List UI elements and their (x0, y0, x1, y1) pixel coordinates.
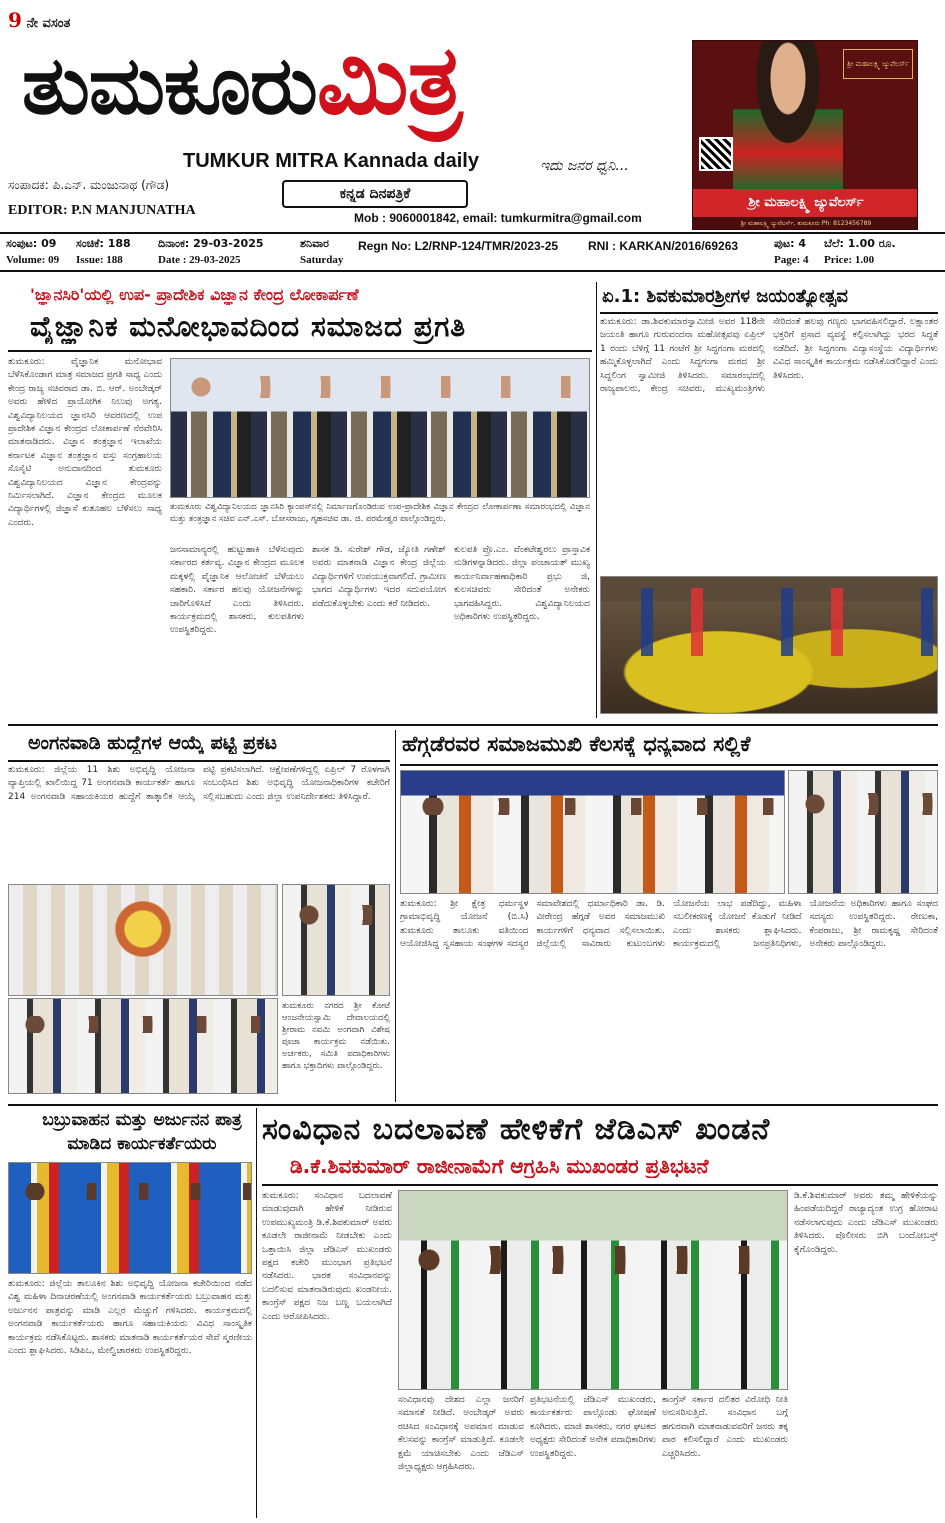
ad-brand-logo: ಶ್ರೀ ಮಹಾಲಕ್ಷ್ಮಿ ಜ್ಯುವೆಲರ್ಸ್ (843, 49, 913, 79)
kannada-daily-badge: ಕನ್ನಡ ದಿನಪತ್ರಿಕೆ (282, 180, 468, 208)
story3-photo-temple (8, 884, 278, 996)
section-divider-1 (8, 724, 938, 726)
volume-en: Volume: 09 (6, 254, 60, 266)
story4-photo-side (788, 770, 938, 894)
volume-kn: ಸಂಪುಟ: 09 (6, 237, 57, 250)
edition-text: ನೇ ವಸಂತ (26, 16, 71, 31)
story2-rule (600, 312, 938, 314)
ad-qr-code (699, 137, 733, 171)
story6-rule (262, 1184, 938, 1186)
story6-headline: ಸಂವಿಧಾನ ಬದಲಾವಣೆ ಹೇಳಿಕೆಗೆ ಜೆಡಿಎಸ್ ಖಂಡನೆ (262, 1112, 771, 1147)
tagline: ಇದು ಜನರ ಧ್ವನಿ... (540, 158, 629, 174)
story1-headline: ವೈಜ್ಞಾನಿಕ ಮನೋಭಾವದಿಂದ ಸಮಾಜದ ಪ್ರಗತಿ (30, 310, 467, 343)
issue-info-bar (0, 232, 945, 272)
editor-english: EDITOR: P.N MANJUNATHA (8, 203, 196, 218)
section-divider-2 (8, 1104, 938, 1106)
logo-red: ಮಿತ್ರ (316, 24, 462, 136)
story6-column-1: ತುಮಕೂರು: ಸಂವಿಧಾನ ಬದಲಾವಣೆ ಮಾಡುವುದಾಗಿ ಹೇಳಿಕೆ ನೀಡಿರುವ ಉಪಮುಖ್ಯಮಂತ್ರಿ ಡಿ.ಕೆ.ಶಿವಕುಮಾರ್ ಅವರು ಕೂಡಲೇ ರಾಜೀನಾಮೆ ನೀಡಬೇಕು ಎಂದು ಒತ್ತಾಯಿಸಿ ಜಿಲ್ಲಾ ಜೆಡಿಎಸ್ ಮುಖಂಡರು ಪಕ್ಷದ ಕಚೇರಿ ಮುಂಭಾಗ ಪ್ರತಿಭಟನೆ ನಡೆಸಿದರು. ಭಾರತ ಸಂವಿಧಾನವನ್ನು ಬದಲಿಸುವ ಮಾತನಾಡಿರುವುದು ಖಂಡನೀಯ. ಕಾಂಗ್ರೆಸ್ ಪಕ್ಷದ ನಿಜ ಬಣ್ಣ ಬಯಲಾಗಿದೆ ಎಂದು ಆರೋಪಿಸಿದರು. (262, 1191, 392, 1322)
registration-number: Regn No: L2/RNP-124/TMR/2023-25 (358, 239, 559, 253)
ad-model-image (733, 41, 843, 191)
day-kn: ಶನಿವಾರ (300, 237, 329, 250)
story1-photo (170, 358, 590, 498)
story3-caption: ತುಮಕೂರು ನಗರದ ಶ್ರೀ ಕೋಟೆ ಆಂಜನೇಯಸ್ವಾಮಿ ದೇವಾಲಯದಲ್ಲಿ ಶ್ರೀರಾಮ ನವಮಿ ಅಂಗವಾಗಿ ವಿಶೇಷ ಪೂಜಾ ಕಾರ್ಯಕ್ರಮ ನಡೆಯಿತು. ಅರ್ಚಕರು, ಸಮಿತಿ ಪದಾಧಿಕಾರಿಗಳು ಹಾಗೂ ಭಕ್ತಾದಿಗಳು ಪಾಲ್ಗೊಂಡಿದ್ದರು. (282, 1001, 390, 1071)
price-kn: ಬೆಲೆ: 1.00 ರೂ. (824, 237, 896, 250)
rni-number: RNI : KARKAN/2016/69263 (588, 239, 739, 253)
issue-en: Issue: 188 (76, 254, 123, 266)
editor-kannada: ಸಂಪಾದಕ: ಪಿ.ಎನ್. ಮಂಜುನಾಥ (ಗೌಡ) (8, 178, 170, 192)
story1-caption: ತುಮಕೂರು ವಿಶ್ವವಿದ್ಯಾನಿಲಯದ ಜ್ಞಾನಸಿರಿ ಕ್ಯಾಂಪಸ್‌ನಲ್ಲಿ ನಿರ್ಮಾಣಗೊಂಡಿರುವ ಉಪ-ಪ್ರಾದೇಶಿಕ ವಿಜ್ಞಾನ ಕೇಂದ್ರದ ಲೋಕಾರ್ಪಣಾ ಸಮಾರಂಭದಲ್ಲಿ ವಿಜ್ಞಾನ ಮತ್ತು ತಂತ್ರಜ್ಞಾನ ಸಚಿವ ಎನ್.ಎಸ್. ಬೋಸರಾಜು, ಗೃಹಸಚಿವ ಡಾ. ಜಿ. ಪರಮೇಶ್ವರ ಪಾಲ್ಗೊಂಡಿದ್ದರು. (170, 502, 590, 524)
contact-line[interactable]: Mob : 9060001842, email: tumkurmitra@gmail.com (354, 211, 642, 225)
story1-column-2: ಜನಸಾಮಾನ್ಯರಲ್ಲಿ ಹುಟ್ಟುಹಾಕಿ ಬೆಳೆಸುವುದು ಸರ್ಕಾರದ ಕರ್ತವ್ಯ. ವಿಜ್ಞಾನ ಕೇಂದ್ರದ ಮೂಲಕ ಮಕ್ಕಳಲ್ಲಿ ವೈಜ್ಞಾನಿಕ ಆಲೋಚನೆ ಬೆಳೆಯಲು ಸಹಕಾರಿ. ಸರ್ಕಾರ ಹಲವು ಯೋಜನೆಗಳನ್ನು ಜಾರಿಗೊಳಿಸಿದೆ ಎಂದು ತಿಳಿಸಿದರು. ಕಾರ್ಯಕ್ರಮದಲ್ಲಿ ಶಾಸಕರು, ಕುಲಪತಿಗಳು ಉಪಸ್ಥಿತರಿದ್ದರು. (170, 545, 304, 636)
page-kn: ಪುಟ: 4 (774, 237, 807, 250)
story6-subhead: ಡಿ.ಕೆ.ಶಿವಕುಮಾರ್ ರಾಜೀನಾಮೆಗೆ ಆಗ್ರಹಿಸಿ ಮುಖಂಡರ ಪ್ರತಿಭಟನೆ (290, 1154, 709, 1178)
page-en: Page: 4 (774, 254, 809, 266)
story2-photo (600, 576, 938, 714)
story1-rule (8, 350, 592, 352)
edition-label (8, 8, 70, 32)
story6-column-5: ಡಿ.ಕೆ.ಶಿವಕುಮಾರ್ ಅವರು ತಮ್ಮ ಹೇಳಿಕೆಯನ್ನು ಹಿಂಪಡೆಯದಿದ್ದರೆ ರಾಜ್ಯಾದ್ಯಂತ ಉಗ್ರ ಹೋರಾಟ ನಡೆಸಲಾಗುವುದು ಎಂದು ಜೆಡಿಎಸ್ ಮುಖಂಡರು ತಿಳಿಸಿದರು. ಪೊಲೀಸರು ಬಿಗಿ ಬಂದೋಬಸ್ತ್ ಕೈಗೊಂಡಿದ್ದರು. (794, 1191, 938, 1255)
story3-rule (8, 760, 390, 762)
date-en: Date : 29-03-2025 (158, 254, 241, 266)
date-kn: ದಿನಾಂಕ: 29-03-2025 (158, 237, 264, 250)
story5-text: ತುಮಕೂರು: ಜಿಲ್ಲೆಯ ತಾಲೂಕಿನ ಶಿಶು ಅಭಿವೃದ್ಧಿ ಯೋಜನಾ ಕಚೇರಿಯಿಂದ ನಡೆದ ವಿಶ್ವ ಮಹಿಳಾ ದಿನಾಚರಣೆಯಲ್ಲಿ ಅಂಗನವಾಡಿ ಕಾರ್ಯಕರ್ತೆಯರು ಬಬ್ರುವಾಹನ ಮತ್ತು ಅರ್ಜುನನ ಪಾತ್ರವನ್ನು ಮಾಡಿ ಎಲ್ಲರ ಮೆಚ್ಚುಗೆ ಗಳಿಸಿದರು. ಕಾರ್ಯಕ್ರಮದಲ್ಲಿ ಅಂಗನವಾಡಿ ಕಾರ್ಯಕರ್ತೆಯರು ಹಾಗೂ ಸಹಾಯಕಿಯರು ವಿವಿಧ ಸಾಂಸ್ಕೃತಿಕ ಕಾರ್ಯಕ್ರಮ ನಡೆಸಿಕೊಟ್ಟರು. ಶಾಸಕರು ಮಾತನಾಡಿ ಕಾರ್ಯಕರ್ತೆಯರ ಸೇವೆ ಸ್ಮರಣೀಯ ಎಂದು ಶ್ಲಾಘಿಸಿದರು. ಸಿಡಿಪಿಒ, ಮೇಲ್ವಿಚಾರಕರು ಉಪಸ್ಥಿತರಿದ್ದರು. (8, 1279, 252, 1357)
column-divider-2 (395, 730, 396, 1102)
day-en: Saturday (300, 254, 344, 266)
story6-column-3: ಪ್ರತಿಭಟನೆಯಲ್ಲಿ ಜೆಡಿಎಸ್ ಮುಖಂಡರು, ಕಾರ್ಯಕರ್ತರು ಪಾಲ್ಗೊಂಡು ಘೋಷಣೆ ಕೂಗಿದರು. ಮಾಜಿ ಶಾಸಕರು, ನಗರ ಘಟಕದ ಅಧ್ಯಕ್ಷರು ಸೇರಿದಂತೆ ಅನೇಕ ಪದಾಧಿಕಾರಿಗಳು ಉಪಸ್ಥಿತರಿದ್ದರು. (530, 1395, 656, 1459)
story3-photo-group (8, 998, 278, 1094)
story4-photo-main (400, 770, 785, 894)
story1-column-3: ಶಾಸಕ ಡಿ. ಸುರೇಶ್ ಗೌಡ, ಜ್ಯೋತಿ ಗಣೇಶ್ ಅವರು ಮಾತನಾಡಿ ವಿಜ್ಞಾನ ಕೇಂದ್ರ ಜಿಲ್ಲೆಯ ವಿದ್ಯಾರ್ಥಿಗಳಿಗೆ ಉಪಯುಕ್ತವಾಗಲಿದೆ. ಗ್ರಾಮೀಣ ಭಾಗದ ವಿದ್ಯಾರ್ಥಿಗಳು ಇದರ ಸದುಪಯೋಗ ಪಡೆದುಕೊಳ್ಳಬೇಕು ಎಂದು ಕರೆ ನೀಡಿದರು. (312, 545, 446, 609)
story3-text: ತುಮಕೂರು: ಜಿಲ್ಲೆಯ 11 ಶಿಶು ಅಭಿವೃದ್ಧಿ ಯೋಜನಾ ವ್ಯಾಪ್ತಿಯಲ್ಲಿ ಖಾಲಿಯಿದ್ದ 71 ಅಂಗನವಾಡಿ ಕಾರ್ಯಕರ್ತೆ ಹಾಗೂ 214 ಅಂಗನವಾಡಿ ಸಹಾಯಕಿಯರ ಹುದ್ದೆಗೆ ತಾತ್ಕಾಲಿಕ ಆಯ್ಕೆ ಪಟ್ಟಿ ಪ್ರಕಟಿಸಲಾಗಿದೆ. ಆಕ್ಷೇಪಣೆಗಳಿದ್ದಲ್ಲಿ ಏಪ್ರಿಲ್ 7 ರೊಳಗಾಗಿ ಸಂಬಂಧಿಸಿದ ಶಿಶು ಅಭಿವೃದ್ಧಿ ಯೋಜನಾಧಿಕಾರಿಗಳ ಕಚೇರಿಗೆ ಸಲ್ಲಿಸಬಹುದು ಎಂದು ಜಿಲ್ಲಾ ಉಪನಿರ್ದೇಶಕರು ತಿಳಿಸಿದ್ದಾರೆ. (8, 765, 390, 802)
column-divider (596, 282, 597, 718)
issue-kn: ಸಂಚಿಕೆ: 188 (76, 237, 131, 250)
story1-column-4: ಕುಲಪತಿ ಪ್ರೊ.ಎಂ. ವೆಂಕಟೇಶ್ವರಲು ಪ್ರಾಸ್ತಾವಿಕ ನುಡಿಗಳನ್ನಾಡಿದರು. ಜಿಲ್ಲಾ ಪಂಚಾಯತ್ ಮುಖ್ಯ ಕಾರ್ಯನಿರ್ವಾಹಣಾಧಿಕಾರಿ ಪ್ರಭು ಜಿ, ಕುಲಸಚಿವರು ಸೇರಿದಂತೆ ಅನೇಕರು ಭಾಗವಹಿಸಿದ್ದರು. ವಿಶ್ವವಿದ್ಯಾನಿಲಯದ ಅಧಿಕಾರಿಗಳು ಉಪಸ್ಥಿತರಿದ್ದರು. (454, 545, 590, 623)
story5-photo (8, 1162, 252, 1274)
story2-headline: ಏ.1: ಶಿವಕುಮಾರಶ್ರೀಗಳ ಜಯಂತ್ಯೋತ್ಸವ (602, 286, 848, 307)
masthead-logo (22, 24, 462, 136)
story3-photo-side (282, 884, 390, 996)
story2-text: ತುಮಕೂರು: ಡಾ.ಶಿವಕುಮಾರಸ್ವಾಮೀಜಿ ಅವರ 118ನೇ ಜಯಂತಿ ಹಾಗೂ ಗುರುವಂದನಾ ಮಹೋತ್ಸವವು ಏಪ್ರಿಲ್ 1 ರಂದು ಬೆಳಿಗ್ಗೆ 11 ಗಂಟೆಗೆ ಶ್ರೀ ಸಿದ್ಧಗಂಗಾ ಮಠದಲ್ಲಿ ಹಮ್ಮಿಕೊಳ್ಳಲಾಗಿದೆ ಎಂದು ಸಿದ್ಧಗಂಗಾ ಮಠದ ಶ್ರೀ ಸಿದ್ಧಲಿಂಗ ಸ್ವಾಮೀಜಿ ತಿಳಿಸಿದರು. ಸಮಾರಂಭದಲ್ಲಿ ರಾಜ್ಯಪಾಲರು, ಕೇಂದ್ರ ಸಚಿವರು, ಮುಖ್ಯಮಂತ್ರಿಗಳು ಸೇರಿದಂತೆ ಹಲವು ಗಣ್ಯರು ಭಾಗವಹಿಸಲಿದ್ದಾರೆ. ಲಕ್ಷಾಂತರ ಭಕ್ತರಿಗೆ ಪ್ರಸಾದ ವ್ಯವಸ್ಥೆ ಕಲ್ಪಿಸಲಾಗಿದ್ದು ಭರದ ಸಿದ್ಧತೆ ನಡೆದಿದೆ. ಶ್ರೀ ಸಿದ್ಧಗಂಗಾ ವಿದ್ಯಾಸಂಸ್ಥೆಯ ವಿದ್ಯಾರ್ಥಿಗಳು ವಿವಿಧ ಸಾಂಸ್ಕೃತಿಕ ಕಾರ್ಯಕ್ರಮ ನಡೆಸಿಕೊಡಲಿದ್ದಾರೆ ಎಂದು ತಿಳಿಸಿದರು. (600, 317, 938, 395)
story4-text: ತುಮಕೂರು: ಶ್ರೀ ಕ್ಷೇತ್ರ ಧರ್ಮಸ್ಥಳ ಗ್ರಾಮಾಭಿವೃದ್ಧಿ ಯೋಜನೆ (ಬಿ.ಸಿ) ತುಮಕೂರು ತಾಲೂಕು ವತಿಯಿಂದ ಆಯೋಜಿಸಿದ್ದ ಸ್ವಸಹಾಯ ಸಂಘಗಳ ಸದಸ್ಯರ ಸಮಾವೇಶದಲ್ಲಿ ಧರ್ಮಾಧಿಕಾರಿ ಡಾ. ಡಿ. ವೀರೇಂದ್ರ ಹೆಗ್ಗಡೆ ಅವರ ಸಮಾಜಮುಖಿ ಕಾರ್ಯಗಳಿಗೆ ಧನ್ಯವಾದ ಸಲ್ಲಿಸಲಾಯಿತು. ಜಿಲ್ಲೆಯಲ್ಲಿ ಸಾವಿರಾರು ಕುಟುಂಬಗಳು ಯೋಜನೆಯ ಲಾಭ ಪಡೆದಿದ್ದು, ಮಹಿಳಾ ಸಬಲೀಕರಣಕ್ಕೆ ಯೋಜನೆ ಕೊಡುಗೆ ನೀಡಿದೆ ಎಂದು ಶಾಸಕರು ಶ್ಲಾಘಿಸಿದರು. ಕಾರ್ಯಕ್ರಮದಲ್ಲಿ ಜನಪ್ರತಿನಿಧಿಗಳು, ಯೋಜನೆಯ ಅಧಿಕಾರಿಗಳು ಹಾಗೂ ಸಂಘದ ಸದಸ್ಯರು ಉಪಸ್ಥಿತರಿದ್ದರು. ರೇಣುಕಾ, ಕೆಂಪರಾಜು, ಶ್ರೀ ರಾಮಕೃಷ್ಣ ಸೇರಿದಂತೆ ಅನೇಕರು ಪಾಲ್ಗೊಂಡಿದ್ದರು. (400, 899, 938, 950)
daily-english-name: TUMKUR MITRA Kannada daily (183, 150, 479, 172)
ad-banner: ಶ್ರೀ ಮಹಾಲಕ್ಷ್ಮಿ ಜ್ಯುವೆಲರ್ಸ್ (693, 189, 918, 217)
story6-column-4: ಕಾಂಗ್ರೆಸ್ ಸರ್ಕಾರ ದಲಿತರ ವಿರೋಧಿ ನೀತಿ ಅನುಸರಿಸುತ್ತಿದೆ. ಸಂವಿಧಾನ ಬಗ್ಗೆ ಹಗುರವಾಗಿ ಮಾತನಾಡುವವರಿಗೆ ಜನರು ತಕ್ಕ ಪಾಠ ಕಲಿಸಲಿದ್ದಾರೆ ಎಂದು ಮುಖಂಡರು ಎಚ್ಚರಿಸಿದರು. (662, 1395, 788, 1459)
story5-headline: ಬಬ್ರುವಾಹನ ಮತ್ತು ಅರ್ಜುನನ ಪಾತ್ರ ಮಾಡಿದ ಕಾರ್ಯಕರ್ತೆಯರು (42, 1110, 242, 1154)
ad-footer: ಶ್ರೀ ಮಹಾಲಕ್ಷ್ಮಿ ಜ್ಯುವೆಲರ್ಸ್, ತುಮಕೂರು Ph: 8123456789 (693, 217, 918, 230)
story1-column-1: ತುಮಕೂರು: ವೈಜ್ಞಾನಿಕ ಮನೋಭಾವ ಬೆಳೆಸಿಕೊಂಡಾಗ ಮಾತ್ರ ಸಮಾಜದ ಪ್ರಗತಿ ಸಾಧ್ಯ ಎಂದು ಕೇಂದ್ರ ರಾಜ್ಯ ಸಚಿವರಾದ ಡಾ. ಬಿ. ಆರ್. ಅಂಬೇಡ್ಕರ್ ಅವರು ಹೇಳಿದ ಪ್ರಾಯೋಗಿಕ ನಿಲುವು ಅಗತ್ಯ. ವಿಶ್ವವಿದ್ಯಾನಿಲಯದ ಜ್ಞಾನಸಿರಿ ಆವರಣದಲ್ಲಿ ಉಪ ಪ್ರಾದೇಶಿಕ ವಿಜ್ಞಾನ ಕೇಂದ್ರದ ಲೋಕಾರ್ಪಣೆ ನೆರವೇರಿಸಿ ಮಾತನಾಡಿದರು. ವಿಜ್ಞಾನ ತಂತ್ರಜ್ಞಾನ ಇಲಾಖೆಯ ಕರ್ನಾಟಕ ವಿಜ್ಞಾನ ತಂತ್ರಜ್ಞಾನ ವಸ್ತು ಸಂಗ್ರಹಾಲಯ ಸೊಸೈಟಿ ಅನುದಾನದಿಂದ ತುಮಕೂರು ವಿಶ್ವವಿದ್ಯಾನಿಲಯದ ವಿಜ್ಞಾನ ಕೇಂದ್ರವನ್ನು ನಿರ್ಮಿಸಲಾಗಿದೆ. ವಿಜ್ಞಾನ ಕೇಂದ್ರದ ಮೂಲಕ ವಿದ್ಯಾರ್ಥಿಗಳಲ್ಲಿ ಜಿಜ್ಞಾಸೆ ಕುತೂಹಲ ಬೆಳೆಸಲು ಸಾಧ್ಯ ಎಂದರು. (8, 357, 162, 528)
logo-black: ತುಮಕೂರು (22, 39, 317, 132)
edition-number: 9 (8, 8, 22, 32)
jewellery-advertisement[interactable] (692, 40, 918, 230)
story3-headline: ಅಂಗನವಾಡಿ ಹುದ್ದೆಗಳ ಆಯ್ಕೆ ಪಟ್ಟಿ ಪ್ರಕಟ (28, 732, 278, 754)
price-en: Price: 1.00 (824, 254, 875, 266)
story4-headline: ಹೆಗ್ಗಡೆರವರ ಸಮಾಜಮುಖಿ ಕೆಲಸಕ್ಕೆ ಧನ್ಯವಾದ ಸಲ್ಲಿಕೆ (402, 732, 751, 756)
story6-column-2: ಸಂವಿಧಾನವು ದೇಶದ ಎಲ್ಲಾ ಜನರಿಗೆ ಸಮಾನತೆ ನೀಡಿದೆ. ಅಂಬೇಡ್ಕರ್ ಅವರು ರಚಿಸಿದ ಸಂವಿಧಾನಕ್ಕೆ ಅಪಮಾನ ಮಾಡುವ ಕೆಲಸವನ್ನು ಕಾಂಗ್ರೆಸ್ ಮಾಡುತ್ತಿದೆ. ಕೂಡಲೇ ಕ್ಷಮೆ ಯಾಚಿಸಬೇಕು ಎಂದು ಜೆಡಿಎಸ್ ಜಿಲ್ಲಾಧ್ಯಕ್ಷರು ಆಗ್ರಹಿಸಿದರು. (398, 1395, 524, 1473)
story6-photo (398, 1190, 788, 1390)
column-divider-3 (256, 1108, 257, 1518)
story1-kicker: 'ಜ್ಞಾನಸಿರಿ'ಯಲ್ಲಿ ಉಪ- ಪ್ರಾದೇಶಿಕ ವಿಜ್ಞಾನ ಕೇಂದ್ರ ಲೋಕಾರ್ಪಣೆ (30, 285, 359, 304)
story4-rule (400, 764, 938, 766)
